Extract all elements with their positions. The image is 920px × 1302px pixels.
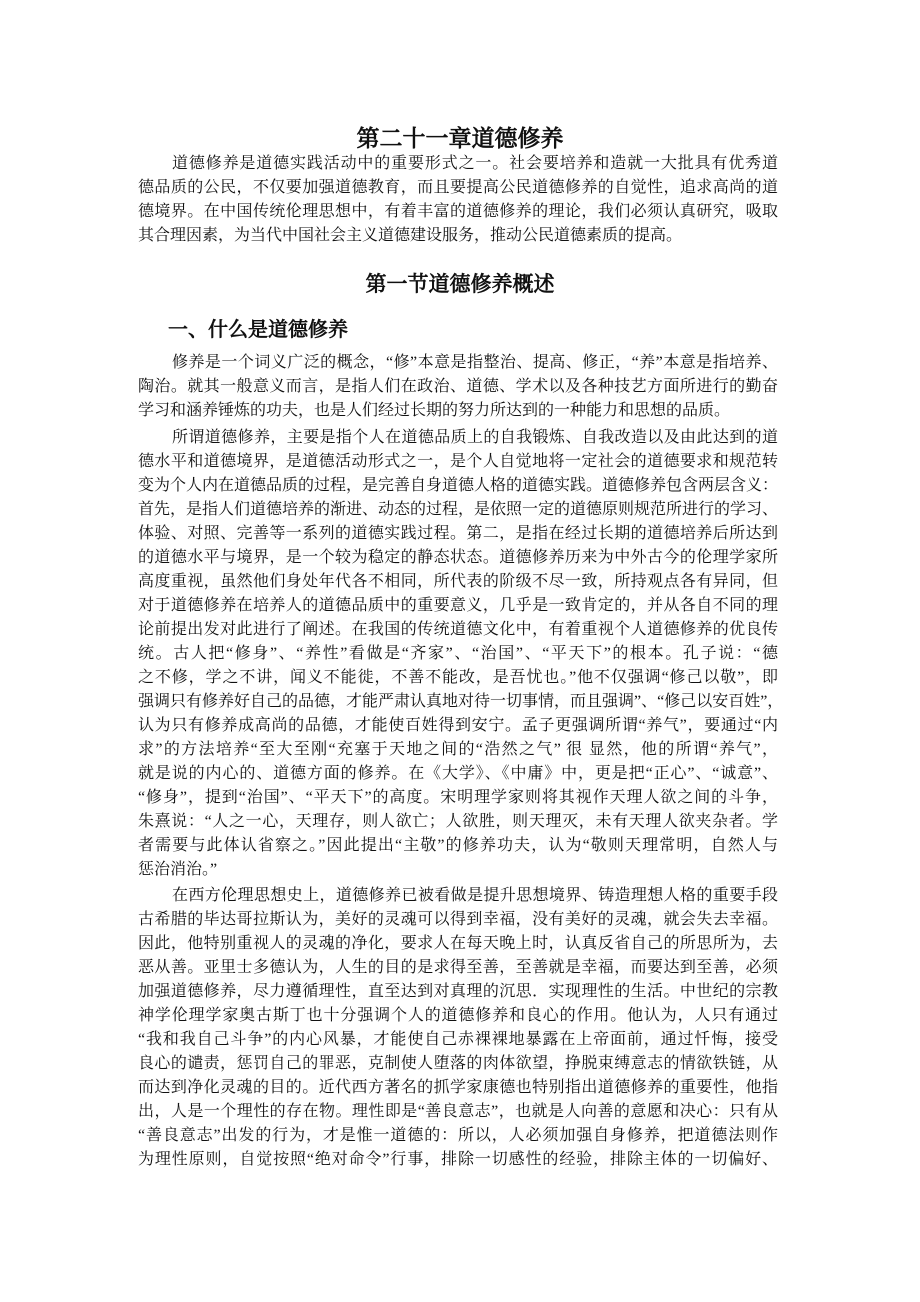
text-line: 修养是一个词义广泛的概念，“修”本意是指整治、提高、修正，“养”本意是指培养、 — [172, 354, 778, 371]
text-line: 古希腊的毕达哥拉斯认为，美好的灵魂可以得到幸福，没有美好的灵魂，就会失去幸福。 — [138, 911, 778, 928]
body-paragraph — [138, 426, 784, 882]
text-line: 其合理因素，为当代中国社会主义道德建设服务，推动公民道德素质的提高。 — [138, 227, 683, 244]
text-line: 认为只有修养成高尚的品德，才能使百姓得到安宁。孟子更强调所谓“养气”，要通过“内 — [138, 717, 778, 734]
text-line: 出，人是一个理性的存在物。理性即是“善良意志”，也就是人向善的意愿和决心：只有从 — [138, 1103, 778, 1120]
text-line: 惩治消治。” — [138, 861, 218, 878]
text-line: 首先，是指人们道德培养的渐进、动态的过程，是依照一定的道德原则规范所进行的学习、 — [138, 501, 779, 518]
text-line: 学习和涵养锤炼的功夫，也是人们经过长期的努力所达到的一种能力和思想的品质。 — [138, 402, 731, 419]
text-line: 的道德水平与境界，是一个较为稳定的静态状态。道德修养历来为中外古今的伦理学家所 — [138, 549, 778, 566]
text-line: 恶从善。亚里士多德认为，人生的目的是求得至善，至善就是幸福，而要达到至善，必须 — [138, 959, 778, 976]
text-line: “我和我自己斗争”的内心风暴，才能使自己赤裸裸地暴露在上帝面前，通过忏悔，接受 — [138, 1031, 778, 1048]
text-line: 朱熹说：“人之一心，天理存，则人欲亡；人欲胜，则天理灭，未有天理人欲夹杂者。学 — [138, 813, 778, 830]
text-line: 因此，他特别重视人的灵魂的净化，要求人在每天晚上时，认真反省自己的所思所为，去 — [138, 935, 778, 952]
text-line: 对于道德修养在培养人的道德品质中的重要意义，几乎是一致肯定的，并从各自不同的理 — [138, 597, 778, 614]
text-line: 体验、对照、完善等一系列的道德实践过程。第二，是指在经过长期的道德培养后所达到 — [138, 525, 778, 542]
text-line: 论前提出发对此进行了阐述。在我国的传统道德文化中，有着重视个人道德修养的优良传 — [138, 621, 778, 638]
text-line: 德品质的公民，不仅要加强道德教育，而且要提高公民道德修养的自觉性，追求高尚的道 — [138, 179, 778, 196]
text-line: “修身”，提到“治国”、“平天下”的高度。宋明理学家则将其视作天理人欲之间的斗争， — [138, 789, 778, 806]
text-line: 所谓道德修养，主要是指个人在道德品质上的自我锻炼、自我改造以及由此达到的道 — [172, 429, 778, 446]
text-line: 德境界。在中国传统伦理思想中，有着丰富的道德修养的理论，我们必须认真研究，吸取 — [138, 203, 778, 220]
text-line: 就是说的内心的、道德方面的修养。在《大学》、《中庸》中，更是把“正心”、“诚意”、 — [138, 765, 778, 782]
text-line: 者需要与此体认省察之。”因此提出“主敬”的修养功夫，认为“敬则天理常明，自然人与 — [138, 837, 778, 854]
text-line: 德水平和道德境界，是道德活动形式之一，是个人自觉地将一定社会的道德要求和规范转 — [138, 453, 778, 470]
body-paragraph — [138, 351, 778, 423]
subsection-title: 一、什么是道德修养 — [168, 319, 348, 341]
text-line: 为理性原则，自觉按照“绝对命令”行事，排除一切感性的经验，排除主体的一切偏好、 — [138, 1151, 778, 1168]
chapter-title: 第二十一章道德修养 — [356, 125, 564, 151]
body-paragraph — [138, 884, 778, 1172]
text-line: 统。古人把“修身”、“养性”看做是“齐家”、“治国”、“平天下”的根本。孔子说：“德 — [138, 645, 778, 662]
text-line: “善良意志”出发的行为，才是惟一道德的：所以，人必须加强自身修养，把道德法则作 — [138, 1127, 778, 1144]
intro-paragraph — [138, 152, 778, 248]
text-line: 神学伦理学家奥古斯丁也十分强调个人的道德修养和良心的作用。他认为，人只有通过 — [138, 1007, 778, 1024]
text-line: 在西方伦理思想史上，道德修养已被看做是提升思想境界、铸造理想人格的重要手段 — [172, 887, 778, 904]
text-line: 加强道德修养，尽力遵循理性，直至达到对真理的沉思．实现理性的生活。中世纪的宗教 — [138, 983, 778, 1000]
text-line: 而达到净化灵魂的目的。近代西方著名的抓学家康德也特别指出道德修养的重要性，他指 — [138, 1079, 778, 1096]
text-line: 良心的谴责，惩罚自己的罪恶，克制使人堕落的肉体欲望，挣脱束缚意志的情欲铁链，从 — [138, 1055, 778, 1072]
text-line: 强调只有修养好自己的品德，才能严肃认真地对待一切事情，而且强调”、“修己以安百姓”， — [138, 693, 784, 710]
text-line: 道德修养是道德实践活动中的重要形式之一。社会要培养和造就一大批具有优秀道 — [172, 155, 778, 172]
section-title: 第一节道德修养概述 — [365, 273, 555, 296]
text-line: 之不修，学之不讲，闻义不能徙，不善不能改，是吾忧也。”他不仅强调“修己以敬”，即 — [138, 669, 778, 686]
text-line: 高度重视，虽然他们身处年代各不相同，所代表的阶级不尽一致，所持观点各有异同，但 — [138, 573, 778, 590]
text-line: 求”的方法培养“至大至刚“充塞于天地之间的“浩然之气” 很 显然，他的所谓“养气”， — [138, 741, 778, 758]
text-line: 变为个人内在道德品质的过程，是完善自身道德人格的道德实践。道德修养包含两层含义： — [138, 477, 779, 494]
text-line: 陶治。就其一般意义而言，是指人们在政治、道德、学术以及各种技艺方面所进行的勤奋 — [138, 378, 778, 395]
